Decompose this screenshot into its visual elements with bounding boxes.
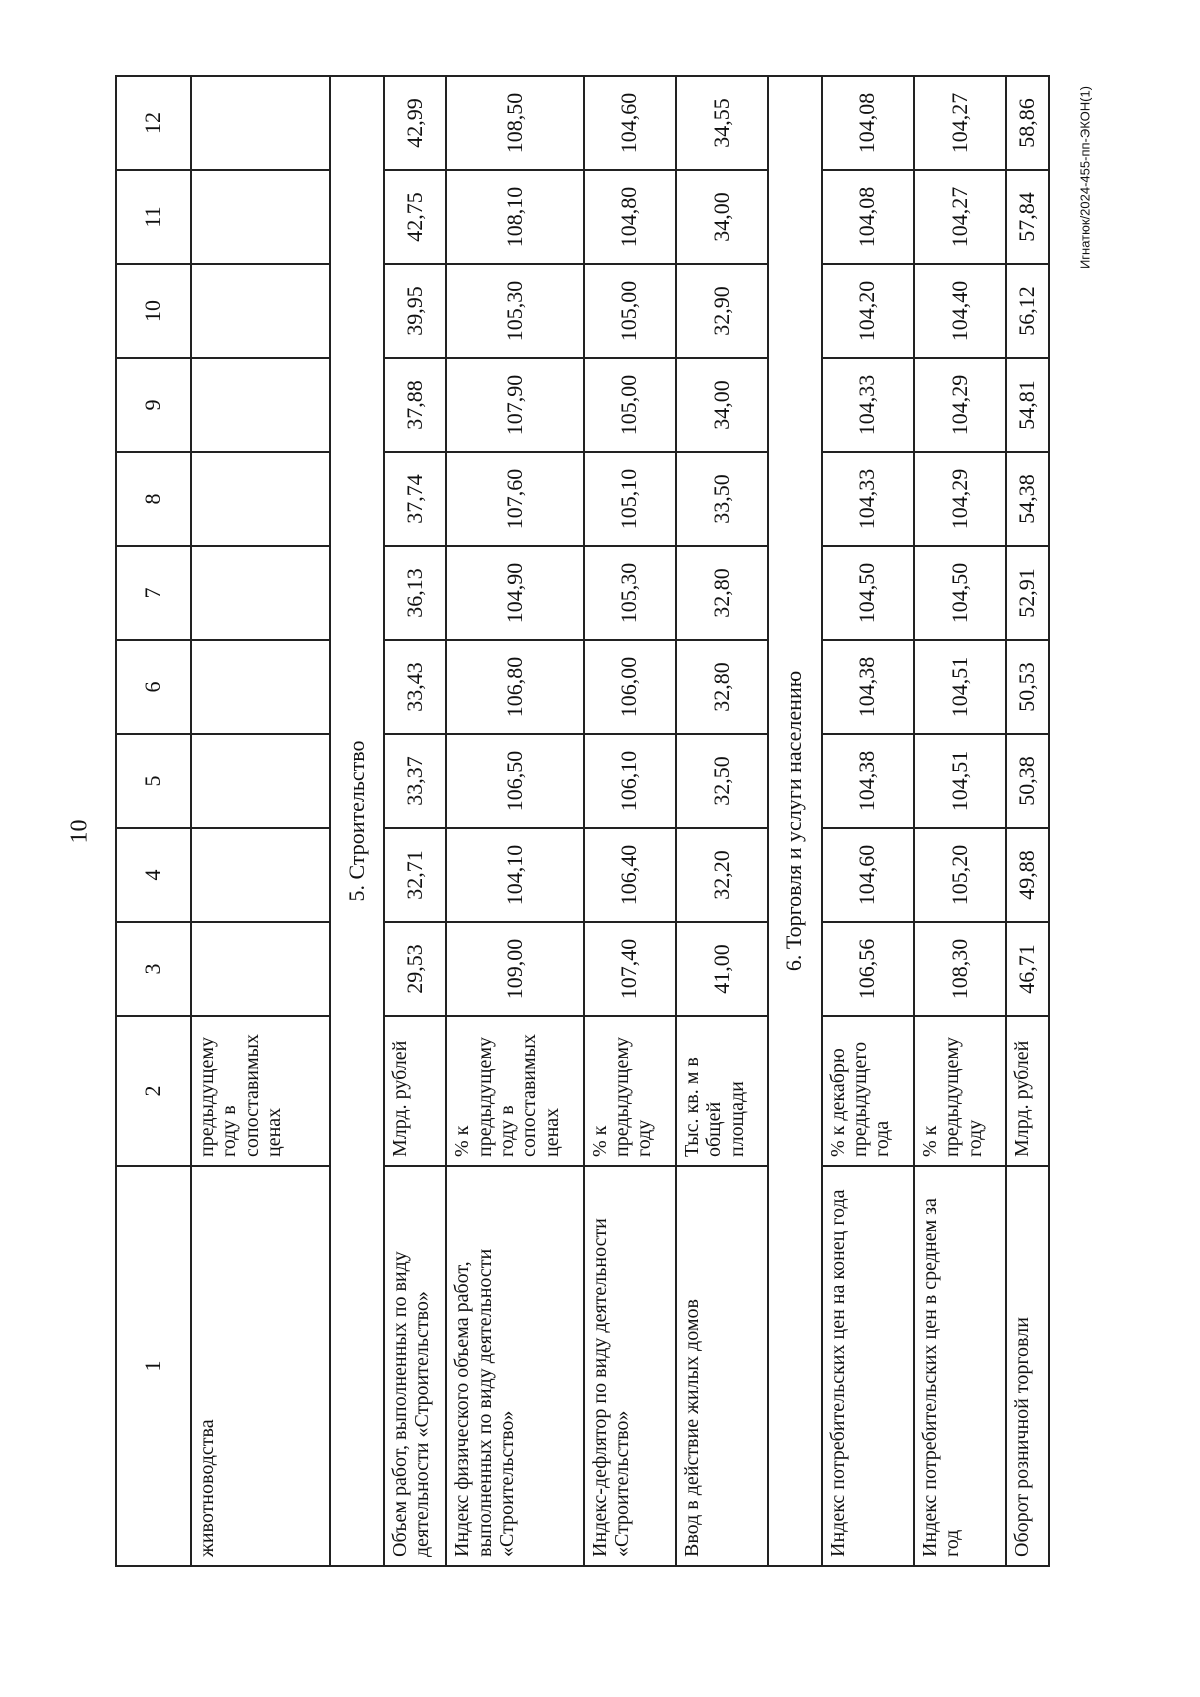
column-number: 9	[116, 358, 191, 452]
indicator-name: Объем работ, выполненных по виду деятельности «Строительство»	[384, 1166, 446, 1566]
value-cell: 57,84	[1006, 170, 1049, 264]
value-cell: 32,90	[676, 264, 768, 358]
indicator-name: Оборот розничной торговли	[1006, 1166, 1049, 1566]
value-cell: 34,00	[676, 170, 768, 264]
value-cell: 29,53	[384, 922, 446, 1016]
value-cell: 106,40	[584, 828, 676, 922]
table-row	[446, 76, 583, 1566]
unit-cell: Млрд. рублей	[1006, 1016, 1049, 1166]
value-cell: 107,90	[446, 358, 583, 452]
value-cell: 105,20	[914, 828, 1006, 922]
column-number: 2	[116, 1016, 191, 1166]
value-cell: 104,80	[584, 170, 676, 264]
section-header-row	[330, 76, 384, 1566]
value-cell: 54,81	[1006, 358, 1049, 452]
column-number: 10	[116, 264, 191, 358]
unit-cell: % к предыдущему году	[914, 1016, 1006, 1166]
indicator-name: Индекс потребительских цен на конец года	[822, 1166, 914, 1566]
value-cell	[191, 546, 330, 640]
value-cell: 108,50	[446, 76, 583, 170]
value-cell: 104,50	[914, 546, 1006, 640]
value-cell: 106,56	[822, 922, 914, 1016]
section-header-row	[768, 76, 822, 1566]
section-title: 6. Торговля и услуги населению	[768, 76, 822, 1566]
value-cell: 104,51	[914, 640, 1006, 734]
value-cell: 33,50	[676, 452, 768, 546]
value-cell: 32,80	[676, 546, 768, 640]
value-cell: 105,00	[584, 264, 676, 358]
value-cell: 104,08	[822, 170, 914, 264]
value-cell: 41,00	[676, 922, 768, 1016]
value-cell	[191, 76, 330, 170]
column-number: 8	[116, 452, 191, 546]
indicators-table	[115, 75, 1050, 1567]
value-cell: 33,37	[384, 734, 446, 828]
column-number-row	[116, 76, 191, 1566]
value-cell	[191, 734, 330, 828]
indicator-name: Ввод в действие жилых домов	[676, 1166, 768, 1566]
value-cell: 32,80	[676, 640, 768, 734]
value-cell: 46,71	[1006, 922, 1049, 1016]
value-cell: 104,27	[914, 76, 1006, 170]
value-cell: 33,43	[384, 640, 446, 734]
unit-cell: % к декабрю предыдущего года	[822, 1016, 914, 1166]
value-cell: 36,13	[384, 546, 446, 640]
document-id: Игнатюк/2024-455-пп-ЭКОН(1)	[1077, 85, 1093, 270]
indicator-name: Индекс-дефлятор по виду деятельности «Строительство»	[584, 1166, 676, 1566]
unit-cell: % к предыдущему году	[584, 1016, 676, 1166]
value-cell: 58,86	[1006, 76, 1049, 170]
indicator-name: Индекс потребительских цен в среднем за год	[914, 1166, 1006, 1566]
column-number: 1	[116, 1166, 191, 1566]
value-cell: 104,20	[822, 264, 914, 358]
value-cell: 50,38	[1006, 734, 1049, 828]
value-cell: 42,99	[384, 76, 446, 170]
section-title: 5. Строительство	[330, 76, 384, 1566]
value-cell: 109,00	[446, 922, 583, 1016]
value-cell: 42,75	[384, 170, 446, 264]
value-cell: 105,10	[584, 452, 676, 546]
table-row	[914, 76, 1006, 1566]
value-cell: 34,55	[676, 76, 768, 170]
column-number: 6	[116, 640, 191, 734]
column-number: 12	[116, 76, 191, 170]
unit-cell: Млрд. рублей	[384, 1016, 446, 1166]
table-landscape	[115, 85, 1050, 1567]
value-cell: 105,30	[446, 264, 583, 358]
value-cell: 37,88	[384, 358, 446, 452]
table-rotated-wrapper	[115, 85, 1200, 1557]
value-cell: 104,29	[914, 452, 1006, 546]
column-number: 4	[116, 828, 191, 922]
value-cell: 107,60	[446, 452, 583, 546]
unit-cell: Тыс. кв. м в общей площади	[676, 1016, 768, 1166]
value-cell: 104,40	[914, 264, 1006, 358]
value-cell: 32,71	[384, 828, 446, 922]
table-row	[191, 76, 330, 1566]
table-row	[1006, 76, 1049, 1566]
value-cell: 107,40	[584, 922, 676, 1016]
value-cell	[191, 452, 330, 546]
table-row	[676, 76, 768, 1566]
value-cell: 104,60	[822, 828, 914, 922]
value-cell: 105,00	[584, 358, 676, 452]
value-cell: 50,53	[1006, 640, 1049, 734]
table-row	[584, 76, 676, 1566]
unit-cell: % к предыдущему году в сопоставимых ценах	[446, 1016, 583, 1166]
value-cell: 104,33	[822, 358, 914, 452]
unit-cell: предыдущему году в сопоставимых ценах	[191, 1016, 330, 1166]
indicator-name: животноводства	[191, 1166, 330, 1566]
column-number: 11	[116, 170, 191, 264]
page-number: 10	[66, 819, 93, 844]
value-cell: 104,27	[914, 170, 1006, 264]
value-cell: 32,20	[676, 828, 768, 922]
value-cell: 106,50	[446, 734, 583, 828]
value-cell: 104,38	[822, 640, 914, 734]
value-cell: 34,00	[676, 358, 768, 452]
value-cell: 52,91	[1006, 546, 1049, 640]
value-cell: 104,60	[584, 76, 676, 170]
value-cell: 108,10	[446, 170, 583, 264]
value-cell: 104,51	[914, 734, 1006, 828]
value-cell	[191, 170, 330, 264]
table-row	[822, 76, 914, 1566]
value-cell: 56,12	[1006, 264, 1049, 358]
value-cell: 104,33	[822, 452, 914, 546]
value-cell: 39,95	[384, 264, 446, 358]
value-cell: 54,38	[1006, 452, 1049, 546]
indicator-name: Индекс физического объема работ, выполненных по виду деятельности «Строительство»	[446, 1166, 583, 1566]
table-row	[384, 76, 446, 1566]
value-cell	[191, 922, 330, 1016]
value-cell: 104,38	[822, 734, 914, 828]
value-cell: 105,30	[584, 546, 676, 640]
value-cell: 104,29	[914, 358, 1006, 452]
value-cell: 104,50	[822, 546, 914, 640]
value-cell: 49,88	[1006, 828, 1049, 922]
column-number: 3	[116, 922, 191, 1016]
value-cell: 32,50	[676, 734, 768, 828]
value-cell: 106,10	[584, 734, 676, 828]
value-cell	[191, 640, 330, 734]
value-cell: 104,90	[446, 546, 583, 640]
column-number: 5	[116, 734, 191, 828]
value-cell	[191, 828, 330, 922]
value-cell: 108,30	[914, 922, 1006, 1016]
value-cell: 104,10	[446, 828, 583, 922]
value-cell: 106,00	[584, 640, 676, 734]
value-cell: 37,74	[384, 452, 446, 546]
value-cell: 104,08	[822, 76, 914, 170]
value-cell	[191, 358, 330, 452]
value-cell	[191, 264, 330, 358]
value-cell: 106,80	[446, 640, 583, 734]
column-number: 7	[116, 546, 191, 640]
